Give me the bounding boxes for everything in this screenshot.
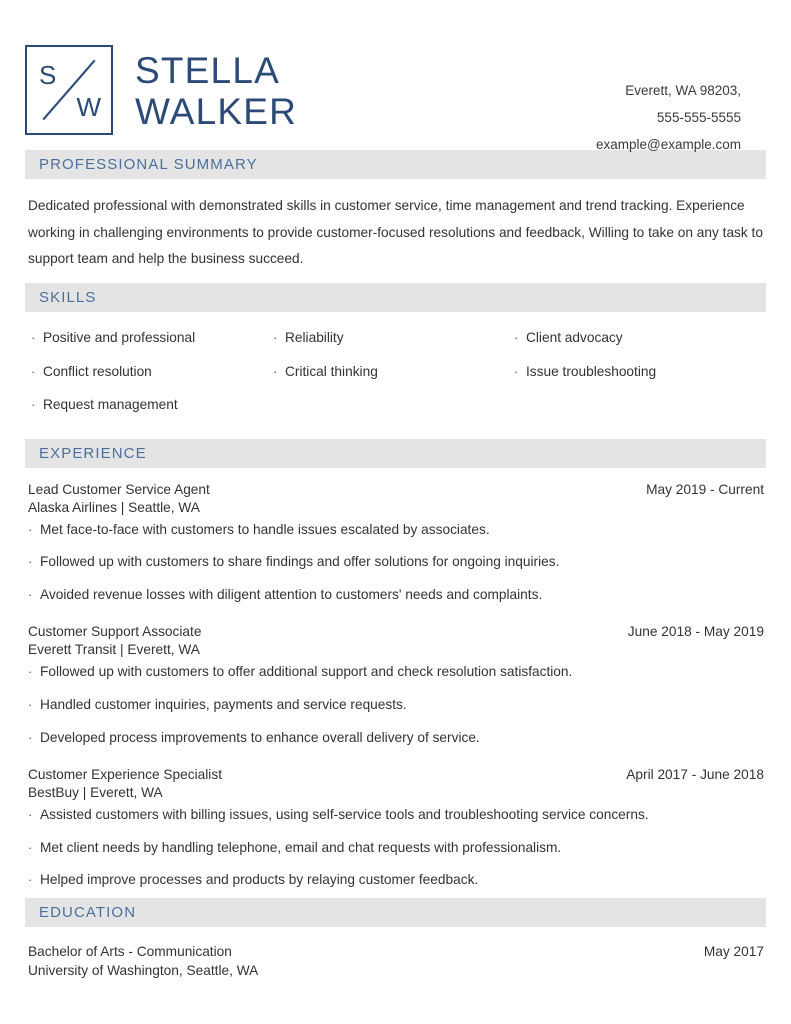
bullet-dot-icon: · <box>514 330 519 346</box>
bullet-text: Met client needs by handling telephone, email and chat requests with professionalism. <box>40 839 562 855</box>
skills-column-2 <box>273 328 514 429</box>
experience-bullet-item <box>25 552 766 573</box>
bullet-text: Followed up with customers to share findings and offer solutions for ongoing inquiries. <box>40 554 560 570</box>
bullet-dot-icon: · <box>28 807 33 823</box>
experience-dates: June 2018 - May 2019 <box>627 624 764 640</box>
contact-email: example@example.com <box>595 137 741 152</box>
bullet-dot-icon: · <box>28 554 33 570</box>
logo-block <box>25 45 297 135</box>
experience-company-location: Alaska Airlines | Seattle, WA <box>28 499 200 515</box>
bullet-text: Met face-to-face with customers to handle issues escalated by associates. <box>40 521 490 537</box>
bullet-dot-icon: · <box>28 521 33 537</box>
contact-address: Everett, WA 98203, <box>625 83 741 98</box>
monogram-letter-s: S <box>39 60 57 90</box>
monogram-letter-w: W <box>76 92 101 122</box>
bullet-text: Followed up with customers to offer additional support and check resolution satisfaction. <box>40 664 573 680</box>
experience-bullet-item <box>25 870 766 891</box>
bullet-text: Reliability <box>285 330 344 346</box>
experience-item <box>25 482 766 606</box>
bullet-dot-icon: · <box>31 363 36 379</box>
bullet-dot-icon: · <box>31 330 36 346</box>
experience-bullet-item <box>25 838 766 859</box>
section-header-skills <box>25 283 766 312</box>
skill-item <box>514 362 764 383</box>
bullet-text: Developed process improvements to enhance overall delivery of service. <box>40 729 480 745</box>
experience-bullet-item <box>25 728 766 749</box>
skill-item <box>31 395 273 416</box>
experience-item-header <box>25 624 766 639</box>
bullet-text: Issue troubleshooting <box>526 363 657 379</box>
contact-info <box>596 45 766 158</box>
experience-bullets <box>25 662 766 748</box>
experience-company-location: Everett Transit | Everett, WA <box>28 642 200 658</box>
bullet-dot-icon: · <box>28 586 33 602</box>
education-item-header <box>25 944 766 959</box>
experience-company-location: BestBuy | Everett, WA <box>28 785 163 801</box>
experience-bullets <box>25 805 766 891</box>
education-item <box>25 944 766 978</box>
experience-dates: May 2019 - Current <box>646 481 764 497</box>
bullet-text: Assisted customers with billing issues, using self-service tools and troubleshooting service concerns. <box>40 807 649 823</box>
monogram-logo-icon <box>25 45 113 135</box>
experience-bullet-item <box>25 585 766 606</box>
bullet-text: Critical thinking <box>285 363 378 379</box>
experience-item <box>25 624 766 748</box>
bullet-dot-icon: · <box>28 729 33 745</box>
bullet-text: Avoided revenue losses with diligent attention to customers' needs and complaints. <box>40 586 543 602</box>
bullet-text: Positive and professional <box>43 330 196 346</box>
bullet-dot-icon: · <box>514 363 519 379</box>
skill-item <box>31 328 273 349</box>
bullet-dot-icon: · <box>28 664 33 680</box>
bullet-text: Handled customer inquiries, payments and service requests. <box>40 696 407 712</box>
bullet-dot-icon: · <box>28 839 33 855</box>
bullet-text: Request management <box>43 397 178 413</box>
experience-dates: April 2017 - June 2018 <box>626 767 764 783</box>
bullet-dot-icon: · <box>31 397 36 413</box>
bullet-dot-icon: · <box>28 696 33 712</box>
skills-column-1 <box>25 328 273 429</box>
education-list <box>25 927 766 978</box>
section-title-summary: PROFESSIONAL SUMMARY <box>39 156 258 173</box>
bullet-text: Conflict resolution <box>43 363 152 379</box>
skill-item <box>31 362 273 383</box>
experience-list <box>25 468 766 891</box>
bullet-dot-icon: · <box>273 330 278 346</box>
section-header-experience <box>25 439 766 468</box>
experience-job-title: Customer Experience Specialist <box>28 767 222 783</box>
section-title-education: EDUCATION <box>39 903 137 921</box>
experience-item-header <box>25 767 766 782</box>
bullet-dot-icon: · <box>273 363 278 379</box>
section-header-education <box>25 898 766 927</box>
contact-phone: 555-555-5555 <box>656 110 741 125</box>
experience-item <box>25 767 766 891</box>
bullet-text: Client advocacy <box>526 330 623 346</box>
skill-item <box>273 328 514 349</box>
education-degree: Bachelor of Arts - Communication <box>28 943 232 959</box>
candidate-name <box>135 48 297 133</box>
education-school: University of Washington, Seattle, WA <box>28 962 259 978</box>
first-name: STELLA <box>135 49 280 91</box>
skills-column-3 <box>514 328 764 429</box>
summary-text: Dedicated professional with demonstrated skills in customer service, time management and trend tracking. Experience working in challenging environments to provide customer-focused resolutions and feedback, Willing to take on any task to support team and help the business succeed. <box>28 198 763 267</box>
last-name: WALKER <box>135 91 298 132</box>
resume-header <box>25 0 766 150</box>
skill-item <box>273 362 514 383</box>
experience-bullet-item <box>25 695 766 716</box>
experience-bullet-item <box>25 662 766 683</box>
experience-job-title: Customer Support Associate <box>28 624 202 640</box>
experience-item-header <box>25 482 766 497</box>
bullet-dot-icon: · <box>28 872 33 888</box>
experience-job-title: Lead Customer Service Agent <box>28 481 210 497</box>
skill-item <box>514 328 764 349</box>
experience-bullet-item <box>25 805 766 826</box>
section-title-skills: SKILLS <box>39 289 97 307</box>
experience-bullets <box>25 520 766 606</box>
skills-grid <box>25 312 766 439</box>
experience-bullet-item <box>25 520 766 541</box>
education-dates: May 2017 <box>703 943 764 959</box>
bullet-text: Helped improve processes and products by relaying customer feedback. <box>40 872 479 888</box>
section-title-experience: EXPERIENCE <box>39 444 147 462</box>
